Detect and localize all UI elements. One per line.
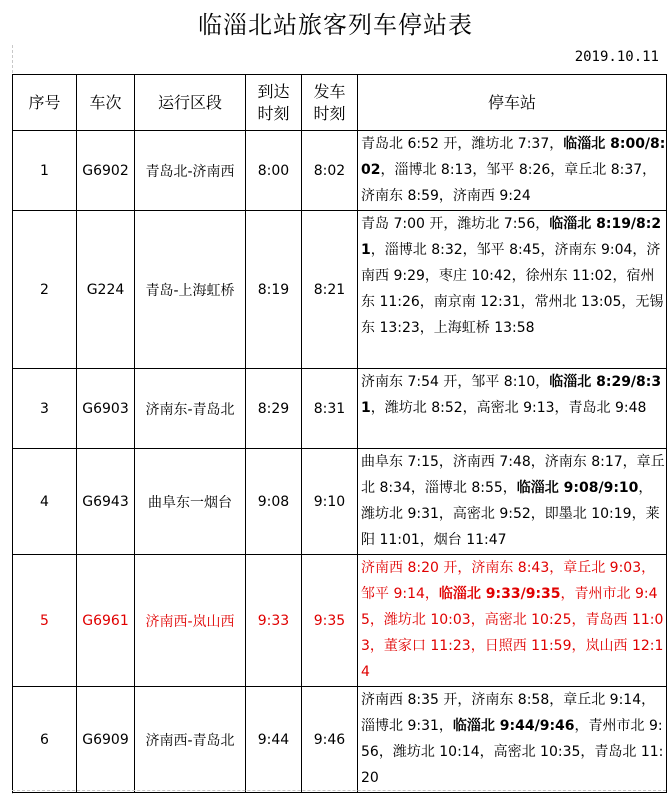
cell-depart: 9:46 xyxy=(302,687,358,793)
timetable xyxy=(12,74,667,793)
header-arrive-line1: 到达 xyxy=(257,81,290,101)
cell-stops xyxy=(358,555,667,687)
cell-route: 济南西-青岛北 xyxy=(135,687,246,793)
stops-before: 曲阜东 7:15，济南西 7:48，济南东 8:17，章丘北 8:34，淄博北 8:55， xyxy=(361,454,665,496)
stops-linzibei: 临淄北 9:08/9:10 xyxy=(516,480,639,496)
cell-arrive: 8:29 xyxy=(246,369,302,449)
cell-arrive: 8:00 xyxy=(246,131,302,211)
cell-train: G6902 xyxy=(77,131,135,211)
header-arrive xyxy=(246,75,302,131)
cell-seq: 5 xyxy=(13,555,77,687)
cell-depart: 8:02 xyxy=(302,131,358,211)
cell-depart: 8:31 xyxy=(302,369,358,449)
cell-route: 济南西-岚山西 xyxy=(135,555,246,687)
table-row xyxy=(13,449,667,555)
cell-arrive: 9:44 xyxy=(246,687,302,793)
stops-linzibei: 临淄北 8:19/8:21 xyxy=(361,216,662,258)
cell-stops xyxy=(358,369,667,449)
cell-arrive: 9:33 xyxy=(246,555,302,687)
stops-after: ，潍坊北 9:31，高密北 9:52，即墨北 10:19，莱阳 11:01，烟台 11:47 xyxy=(361,480,660,548)
cell-route: 青岛北-济南西 xyxy=(135,131,246,211)
stops-after: ，青州市北 9:56，潍坊北 10:14，高密北 10:35，青岛北 11:20 xyxy=(361,718,664,786)
cell-route: 曲阜东一烟台 xyxy=(135,449,246,555)
header-route: 运行区段 xyxy=(135,75,246,131)
table-row xyxy=(13,131,667,211)
stops-before: 济南东 7:54 开，邹平 8:10， xyxy=(361,374,550,390)
cell-seq: 2 xyxy=(13,211,77,369)
date-label: 2019.10.11 xyxy=(574,49,659,65)
cell-route: 济南东-青岛北 xyxy=(135,369,246,449)
table-row xyxy=(13,211,667,369)
stops-linzibei: 临淄北 9:44/9:46 xyxy=(452,718,575,734)
table-row xyxy=(13,687,667,793)
cell-train: G6909 xyxy=(77,687,135,793)
cell-stops xyxy=(358,449,667,555)
header-stops: 停车站 xyxy=(358,75,667,131)
stops-after: ，青州市北 9:45，潍坊北 10:03，高密北 10:25，青岛西 11:03，董家口 11:23，日照西 11:59，岚山西 12:14 xyxy=(361,586,664,680)
cell-stops xyxy=(358,687,667,793)
stops-linzibei: 临淄北 8:00/8:02 xyxy=(361,136,666,178)
cell-depart: 8:21 xyxy=(302,211,358,369)
cell-stops xyxy=(358,211,667,369)
cell-arrive: 9:08 xyxy=(246,449,302,555)
header-seq: 序号 xyxy=(13,75,77,131)
cell-seq: 1 xyxy=(13,131,77,211)
header-depart xyxy=(302,75,358,131)
sheet-gridline xyxy=(12,790,666,791)
cell-train: G224 xyxy=(77,211,135,369)
stops-linzibei: 临淄北 8:29/8:31 xyxy=(361,374,662,416)
header-depart-line2: 时刻 xyxy=(313,103,346,123)
page-title: 临淄北站旅客列车停站表 xyxy=(198,11,473,39)
header-depart-line1: 发车 xyxy=(313,81,346,101)
stops-after: ，淄博北 8:32，邹平 8:45，济南东 9:04，济南西 9:29，枣庄 10:42，徐州东 11:02，宿州东 11:26，南京南 12:31，常州北 13:05，无锡东 13:23，上海虹桥 13:58 xyxy=(361,242,664,336)
stops-before: 青岛 7:00 开，潍坊北 7:56， xyxy=(361,216,550,232)
stops-after: ，淄博北 8:13，邹平 8:26，章丘北 8:37，济南东 8:59，济南西 9:24 xyxy=(361,162,657,204)
stops-linzibei: 临淄北 9:33/9:35 xyxy=(438,586,561,602)
cell-stops xyxy=(358,131,667,211)
stops-before: 济南西 8:35 开，济南东 8:58，章丘北 9:14，淄博北 9:31， xyxy=(361,692,656,734)
cell-seq: 3 xyxy=(13,369,77,449)
table-row xyxy=(13,369,667,449)
cell-route: 青岛-上海虹桥 xyxy=(135,211,246,369)
header-train: 车次 xyxy=(77,75,135,131)
cell-arrive: 8:19 xyxy=(246,211,302,369)
table-row-highlighted xyxy=(13,555,667,687)
cell-train: G6903 xyxy=(77,369,135,449)
header-arrive-line2: 时刻 xyxy=(257,103,290,123)
cell-depart: 9:35 xyxy=(302,555,358,687)
header-row xyxy=(13,75,667,131)
stops-after: ，潍坊北 8:52，高密北 9:13，青岛北 9:48 xyxy=(370,400,647,416)
stops-before: 济南西 8:20 开，济南东 8:43，章丘北 9:03，邹平 9:14， xyxy=(361,560,656,602)
cell-depart: 9:10 xyxy=(302,449,358,555)
stops-before: 青岛北 6:52 开，潍坊北 7:37， xyxy=(361,136,564,152)
cell-seq: 6 xyxy=(13,687,77,793)
cell-train: G6943 xyxy=(77,449,135,555)
cell-seq: 4 xyxy=(13,449,77,555)
cell-train: G6961 xyxy=(77,555,135,687)
